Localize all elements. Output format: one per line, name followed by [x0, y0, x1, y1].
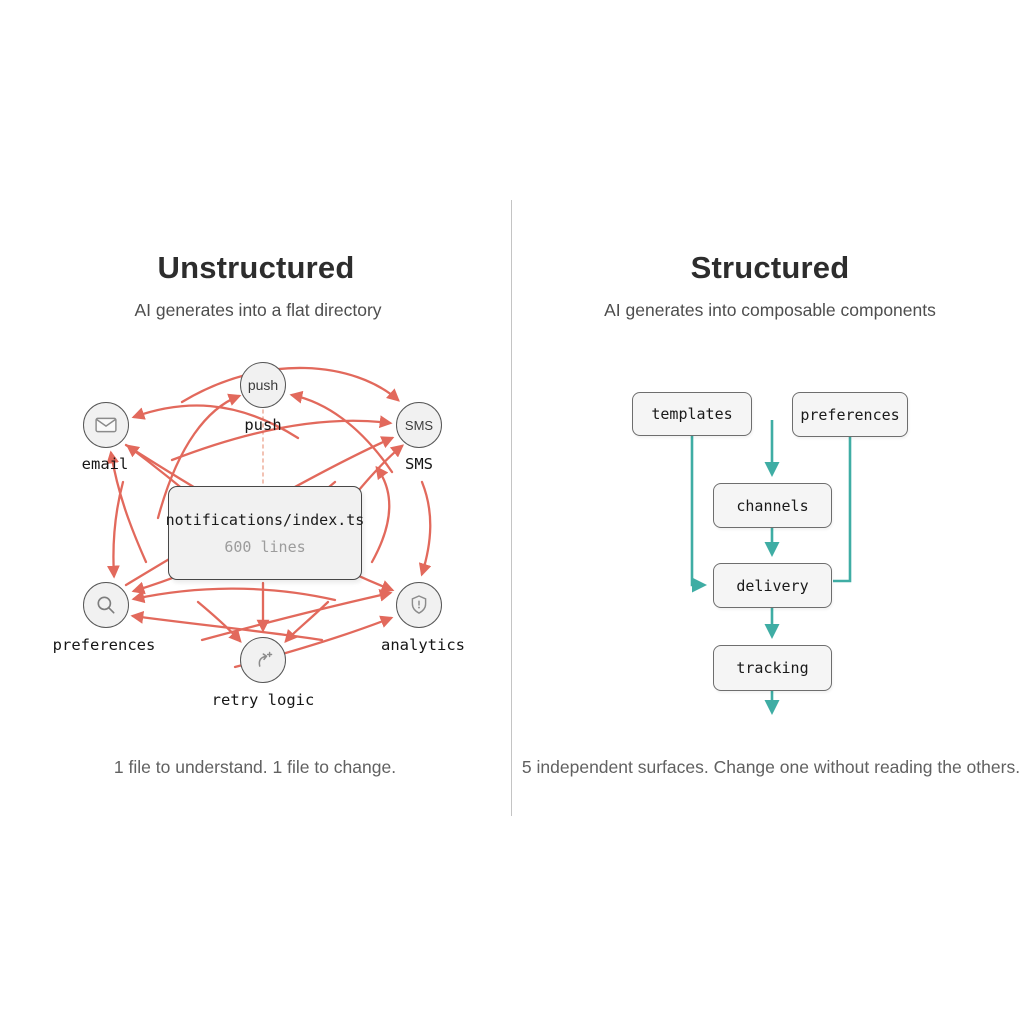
- node-sms: [396, 402, 442, 448]
- node-push: [240, 362, 286, 408]
- node-preferences: [83, 582, 129, 628]
- arrow-to-retry-right: [286, 602, 328, 641]
- sms-node-text: SMS: [404, 417, 434, 433]
- node-retry: [240, 637, 286, 683]
- arrow-to-analytics-upper: [202, 593, 390, 640]
- flow-box-tracking: tracking: [713, 645, 832, 691]
- flow-box-preferences: preferences: [792, 392, 908, 437]
- arrow-to-push-right: [292, 395, 392, 472]
- node-analytics: [396, 582, 442, 628]
- arrow-to-preferences-mid: [134, 589, 335, 600]
- push-node-text: push: [247, 377, 279, 393]
- shield-icon: [408, 594, 430, 616]
- center-file-box: [165, 486, 365, 580]
- left-panel-title: Unstructured: [157, 250, 355, 285]
- retry-label: retry logic: [211, 691, 315, 709]
- sms-label: SMS: [405, 455, 433, 473]
- file-line-count: 600 lines: [224, 537, 306, 556]
- file-name: notifications/index.ts: [165, 510, 365, 529]
- flow-box-channels: channels: [713, 483, 832, 528]
- right-panel-title: Structured: [690, 250, 850, 285]
- flow-box-delivery: delivery: [713, 563, 832, 608]
- arrow-up-right-edge: [372, 468, 389, 562]
- push-label: push: [244, 416, 282, 434]
- arrow-templates-delivery: [692, 436, 704, 585]
- node-email: [83, 402, 129, 448]
- line-preferences-delivery: [833, 437, 850, 581]
- retry-arrow-icon: [252, 649, 274, 671]
- right-panel-subtitle: AI generates into composable components: [604, 300, 936, 320]
- envelope-icon: [95, 417, 117, 433]
- flow-box-templates: templates: [632, 392, 752, 436]
- email-label: email: [81, 455, 129, 473]
- arrow-down-right-edge: [422, 482, 430, 574]
- left-panel-caption: 1 file to understand. 1 file to change.: [113, 757, 397, 777]
- left-panel-subtitle: AI generates into a flat directory: [134, 300, 382, 320]
- right-panel-caption: 5 independent surfaces. Change one without reading the others.: [521, 757, 1021, 777]
- analytics-label: analytics: [381, 636, 465, 654]
- preferences-label: preferences: [52, 636, 156, 654]
- search-icon: [95, 594, 117, 616]
- panel-divider: [511, 200, 512, 816]
- arrow-top-sweep-sms: [182, 368, 398, 402]
